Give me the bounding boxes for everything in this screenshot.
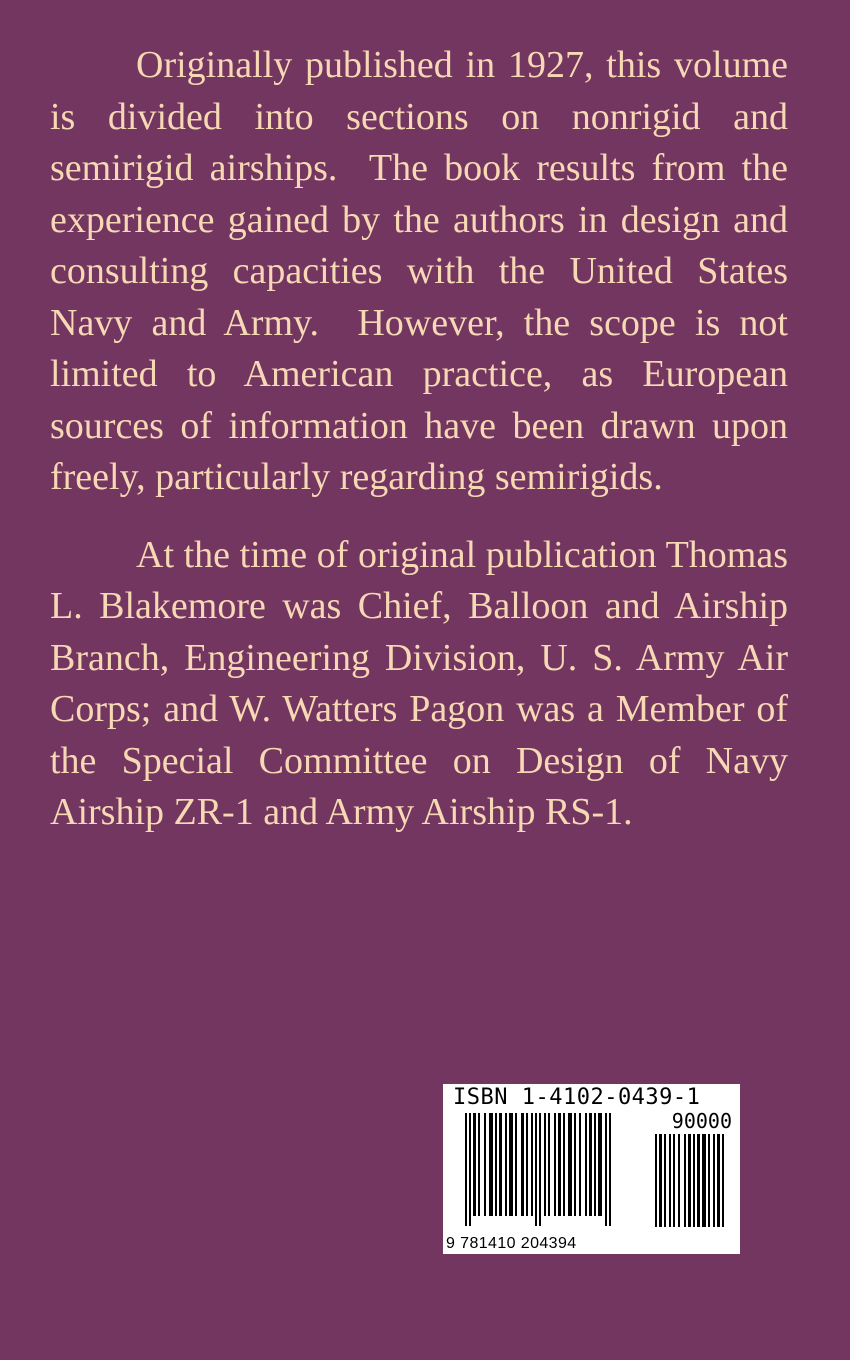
price-code: 90000 bbox=[671, 1109, 732, 1133]
isbn-barcode bbox=[443, 1084, 740, 1254]
barcode-bar bbox=[605, 1113, 607, 1226]
barcode-bar bbox=[544, 1113, 546, 1216]
barcode-bar bbox=[713, 1134, 715, 1227]
barcode-bar bbox=[484, 1113, 486, 1216]
barcode-bar bbox=[609, 1113, 611, 1226]
barcode-bar bbox=[568, 1113, 572, 1216]
barcode-bar bbox=[589, 1113, 592, 1216]
barcode-bar bbox=[469, 1113, 471, 1226]
isbn-label: ISBN 1-4102-0439-1 bbox=[453, 1085, 701, 1110]
ean-digits: 9 781410 204394 bbox=[446, 1235, 577, 1252]
addon-barcode-bars bbox=[655, 1134, 733, 1229]
barcode-bar bbox=[664, 1134, 666, 1227]
barcode-bar bbox=[526, 1113, 528, 1216]
barcode-bar bbox=[708, 1134, 710, 1227]
barcode-bar bbox=[531, 1113, 533, 1216]
barcode-bar bbox=[693, 1134, 695, 1227]
barcode-bar bbox=[535, 1113, 537, 1226]
barcode-bar bbox=[521, 1113, 524, 1216]
barcode-bar bbox=[722, 1134, 724, 1227]
blurb-paragraph-1: Originally published in 1927, this volume is divided into sections on nonrigid and semirigid airships. The book results from the experience gained by the authors in design and consulting capacities with the United States Navy and Army. However, the scope is not limited to American practice, as European sources of information have been drawn upon freely, particularly regarding semirigids. bbox=[50, 44, 798, 498]
barcode-bar bbox=[554, 1113, 556, 1216]
barcode-bar bbox=[558, 1113, 561, 1216]
barcode-bar bbox=[515, 1113, 517, 1216]
barcode-bar bbox=[673, 1134, 675, 1227]
barcode-bar bbox=[594, 1113, 596, 1216]
blurb-paragraph-2: At the time of original publication Thomas L. Blakemore was Chief, Balloon and Airship Branch, Engineering Division, U. S. Army Air Corps; and W. Watters Pagon was a Member of the Special Committee on Design of Navy Airship ZR-1 and Army Airship RS-1. bbox=[50, 533, 798, 833]
barcode-bar bbox=[702, 1134, 706, 1227]
barcode-bar bbox=[563, 1113, 565, 1216]
barcode-bar bbox=[697, 1134, 700, 1227]
barcode-bar bbox=[548, 1113, 550, 1216]
barcode-bar bbox=[505, 1113, 507, 1216]
barcode-bar bbox=[489, 1113, 493, 1216]
barcode-bar bbox=[585, 1113, 587, 1216]
barcode-bar bbox=[473, 1113, 476, 1216]
barcode-bar bbox=[495, 1113, 497, 1216]
barcode-bar bbox=[669, 1134, 671, 1227]
barcode-bar bbox=[499, 1113, 502, 1216]
barcode-bar bbox=[465, 1113, 467, 1226]
barcode-bar bbox=[717, 1134, 720, 1227]
barcode-bar bbox=[678, 1134, 680, 1227]
barcode-bar bbox=[539, 1113, 541, 1226]
blurb-text bbox=[50, 40, 798, 839]
barcode-bar bbox=[688, 1134, 691, 1227]
barcode-bar bbox=[579, 1113, 581, 1216]
barcode-bar bbox=[509, 1113, 513, 1216]
barcode-bar bbox=[598, 1113, 602, 1216]
barcode-bar bbox=[574, 1113, 576, 1216]
ean-barcode-bars bbox=[465, 1113, 651, 1228]
barcode-bar bbox=[659, 1134, 662, 1227]
barcode-bar bbox=[655, 1134, 657, 1227]
barcode-bar bbox=[478, 1113, 480, 1216]
barcode-bar bbox=[684, 1134, 686, 1227]
